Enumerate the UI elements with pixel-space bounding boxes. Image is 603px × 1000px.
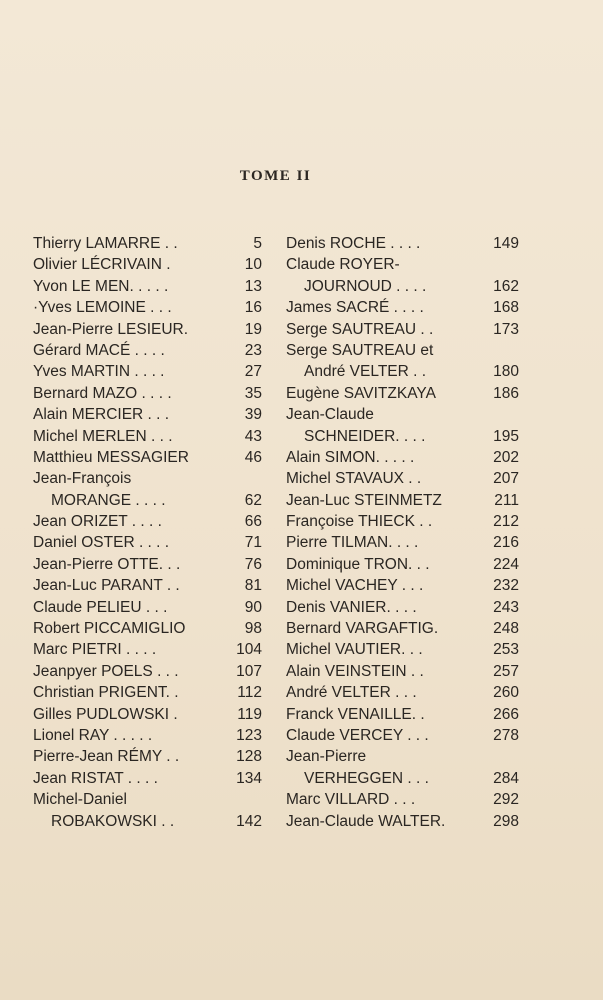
author-name: Claude PELIEU . . . xyxy=(33,598,168,616)
index-entry xyxy=(286,811,519,832)
index-entry xyxy=(33,661,262,682)
index-entry xyxy=(33,575,262,596)
page-number: 142 xyxy=(236,812,262,830)
index-entry xyxy=(286,468,519,489)
page-number: 195 xyxy=(493,427,519,445)
page-number: 149 xyxy=(493,234,519,252)
index-column-left xyxy=(33,233,262,832)
page-number: 260 xyxy=(493,684,519,702)
page-number: 212 xyxy=(493,513,519,531)
index-entry xyxy=(286,661,519,682)
index-entry xyxy=(286,490,519,511)
author-name: Marc PIETRI . . . . xyxy=(33,641,157,659)
author-name: Denis ROCHE . . . . xyxy=(286,235,421,252)
author-name: Christian PRIGENT. . xyxy=(33,684,179,702)
page-number: 128 xyxy=(236,748,262,766)
index-entry xyxy=(286,639,519,660)
author-name: Claude VERCEY . . . xyxy=(286,726,429,744)
index-entry xyxy=(33,639,262,660)
author-name: Robert PICCAMIGLIO xyxy=(33,620,186,638)
index-entry xyxy=(33,618,262,639)
author-name: Marc VILLARD . . . xyxy=(286,791,416,809)
index-entry xyxy=(33,682,262,703)
index-entry xyxy=(286,233,519,254)
author-name: Dominique TRON. . . xyxy=(286,555,430,573)
page-number: 257 xyxy=(493,662,519,680)
page-number: 243 xyxy=(493,598,519,616)
page-number: 224 xyxy=(493,555,519,573)
author-name: Jean-Luc STEINMETZ xyxy=(286,491,442,509)
author-name: Michel STAVAUX . . xyxy=(286,470,422,488)
tome-heading: TOME II xyxy=(239,168,312,184)
author-name: Jean-François xyxy=(33,470,132,488)
author-name-continued: SCHNEIDER. . . . xyxy=(304,427,426,445)
page-number: 90 xyxy=(244,598,262,616)
page-number: 76 xyxy=(244,555,262,573)
index-entry xyxy=(33,789,262,832)
author-name: Claude ROYER- xyxy=(286,256,400,274)
page-number: 66 xyxy=(244,513,262,531)
page-number: 62 xyxy=(244,491,262,509)
page-number: 19 xyxy=(244,320,262,338)
page-number: 27 xyxy=(244,363,262,381)
page-number: 298 xyxy=(493,812,519,830)
index-entry xyxy=(33,361,262,382)
author-name: Alain SIMON. . . . . xyxy=(286,448,415,466)
index-entry xyxy=(33,426,262,447)
index-entry xyxy=(33,254,262,275)
index-entry xyxy=(33,404,262,425)
author-name: Pierre TILMAN. . . . xyxy=(286,534,419,552)
page-number: 13 xyxy=(244,277,262,295)
index-entry xyxy=(286,404,519,447)
author-name: Franck VENAILLE. . xyxy=(286,705,425,723)
page-number: 211 xyxy=(494,491,519,509)
page-number: 266 xyxy=(493,705,519,723)
author-name: Yvon LE MEN. . . . . xyxy=(33,277,169,295)
page-number: 5 xyxy=(253,234,262,252)
author-name: Alain MERCIER . . . xyxy=(33,406,170,424)
author-name: Thierry LAMARRE . . xyxy=(33,235,178,252)
index-entry xyxy=(33,447,262,468)
author-name: Michel VAUTIER. . . xyxy=(286,641,423,659)
author-name: Jean-Luc PARANT . . xyxy=(33,577,180,595)
index-entry xyxy=(286,682,519,703)
author-name: Gérard MACÉ . . . . xyxy=(33,341,165,359)
index-entry xyxy=(33,297,262,318)
page-number: 107 xyxy=(236,662,262,680)
index-entry xyxy=(33,532,262,553)
page-number: 207 xyxy=(493,470,519,488)
page-number: 284 xyxy=(493,769,519,787)
author-name-continued: ROBAKOWSKI . . xyxy=(51,812,175,830)
author-name: Bernard MAZO . . . . xyxy=(33,384,172,402)
author-name: Françoise THIECK . . xyxy=(286,513,433,531)
page-number: 46 xyxy=(244,448,262,466)
page-number: 23 xyxy=(244,341,262,359)
page-number: 134 xyxy=(236,769,262,787)
author-name: Daniel OSTER . . . . xyxy=(33,534,170,552)
index-entry xyxy=(33,276,262,297)
index-entry xyxy=(286,554,519,575)
index-entry xyxy=(33,768,262,789)
index-entry xyxy=(286,725,519,746)
index-entry xyxy=(33,554,262,575)
index-entry xyxy=(286,511,519,532)
author-name: Serge SAUTREAU et xyxy=(286,341,434,359)
index-entry xyxy=(286,618,519,639)
index-entry xyxy=(33,233,262,254)
page-number: 98 xyxy=(244,620,262,638)
index-entry xyxy=(33,725,262,746)
index-entry xyxy=(286,447,519,468)
author-name: Michel MERLEN . . . xyxy=(33,427,173,445)
index-entry xyxy=(33,704,262,725)
page-number: 162 xyxy=(493,277,519,295)
page-number: 248 xyxy=(493,620,519,638)
author-name: Michel-Daniel xyxy=(33,791,127,809)
author-name: Jean-Pierre LESIEUR. xyxy=(33,320,189,338)
page-number: 253 xyxy=(493,641,519,659)
page-number: 39 xyxy=(244,406,262,424)
author-name: Matthieu MESSAGIER xyxy=(33,448,189,466)
page-number: 81 xyxy=(244,577,262,595)
page-number: 168 xyxy=(493,299,519,317)
index-entry xyxy=(286,532,519,553)
author-name: Jean-Pierre OTTE. . . xyxy=(33,555,181,573)
author-name-continued: JOURNOUD . . . . xyxy=(304,277,427,295)
page-number: 43 xyxy=(244,427,262,445)
author-name: Gilles PUDLOWSKI . xyxy=(33,705,178,723)
index-entry xyxy=(286,704,519,725)
index-entry xyxy=(286,383,519,404)
page-number: 119 xyxy=(237,705,262,723)
page-number: 173 xyxy=(493,320,519,338)
index-entry xyxy=(286,789,519,810)
author-name: Alain VEINSTEIN . . xyxy=(286,662,424,680)
page-number: 180 xyxy=(493,363,519,381)
page-number: 16 xyxy=(244,299,262,317)
page-number: 202 xyxy=(493,448,519,466)
author-name: James SACRÉ . . . . xyxy=(286,299,424,317)
page-number: 71 xyxy=(244,534,262,552)
index-entry xyxy=(286,297,519,318)
author-name: Michel VACHEY . . . xyxy=(286,577,424,595)
index-entry xyxy=(33,319,262,340)
author-name: Bernard VARGAFTIG. xyxy=(286,620,439,638)
author-name: Jean-Claude xyxy=(286,406,374,424)
author-name: Jean ORIZET . . . . xyxy=(33,513,162,531)
index-entry xyxy=(286,340,519,383)
page-number: 112 xyxy=(237,684,262,702)
index-column-right xyxy=(286,233,519,832)
page-number: 216 xyxy=(493,534,519,552)
author-name-continued: André VELTER . . xyxy=(304,363,427,381)
author-name: Pierre-Jean RÉMY . . xyxy=(33,748,180,766)
page-number: 104 xyxy=(236,641,262,659)
author-name: ·Yves LEMOINE . . . xyxy=(33,299,172,317)
index-entry xyxy=(33,340,262,361)
index-entry xyxy=(33,468,262,511)
author-name: Jean-Claude WALTER. xyxy=(286,812,446,830)
author-name: Eugène SAVITZKAYA xyxy=(286,384,436,402)
author-name: Jean-Pierre xyxy=(286,748,367,766)
index-entry xyxy=(286,746,519,789)
author-name: Lionel RAY . . . . . xyxy=(33,726,153,744)
index-entry xyxy=(33,511,262,532)
author-name-continued: VERHEGGEN . . . xyxy=(304,769,429,787)
author-name: Olivier LÉCRIVAIN . xyxy=(33,256,171,274)
author-name: Jean RISTAT . . . . xyxy=(33,769,158,787)
author-name-continued: MORANGE . . . . xyxy=(51,491,166,509)
index-entry xyxy=(33,383,262,404)
author-name: André VELTER . . . xyxy=(286,684,417,702)
page-number: 35 xyxy=(244,384,262,402)
page-number: 186 xyxy=(493,384,519,402)
index-entry xyxy=(33,746,262,767)
page-number: 292 xyxy=(493,791,519,809)
index-entry xyxy=(33,597,262,618)
author-name: Yves MARTIN . . . . xyxy=(33,363,165,381)
page-number: 278 xyxy=(493,726,519,744)
index-entry xyxy=(286,597,519,618)
author-name: Serge SAUTREAU . . xyxy=(286,320,434,338)
index-entry xyxy=(286,575,519,596)
author-name: Denis VANIER. . . . xyxy=(286,598,417,616)
page-number: 123 xyxy=(236,726,262,744)
author-name: Jeanpyer POELS . . . xyxy=(33,662,179,680)
page-number: 232 xyxy=(493,577,519,595)
page-number: 10 xyxy=(244,256,262,274)
index-entry xyxy=(286,254,519,297)
index-entry xyxy=(286,319,519,340)
